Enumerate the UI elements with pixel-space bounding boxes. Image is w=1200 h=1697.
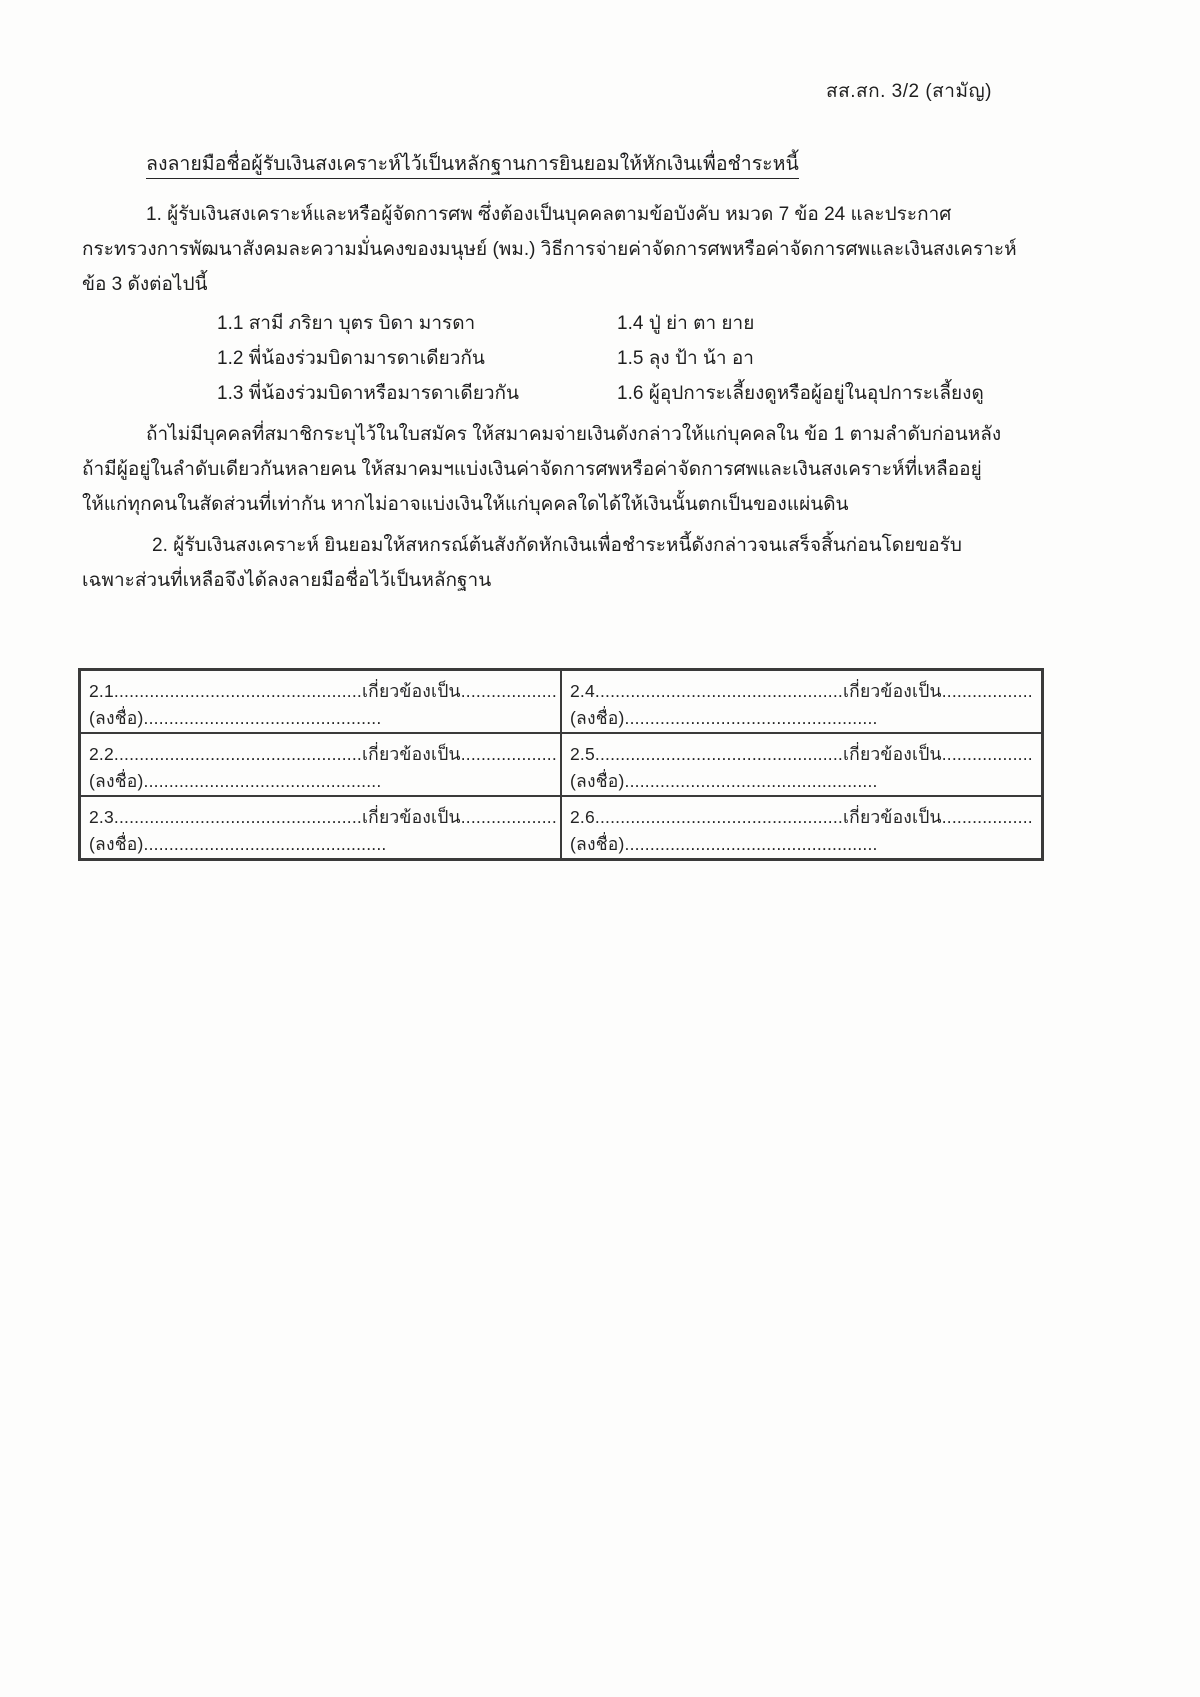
form-code: สส.สก. 3/2 (สามัญ): [826, 81, 992, 102]
page-title: [146, 148, 1122, 179]
indent-spacer: [82, 376, 217, 411]
beneficiary-item-1-2: 1.2 พี่น้องร่วมบิดามารดาเดียวกัน: [217, 348, 485, 369]
clause-2-line-2: เฉพาะส่วนที่เหลือจึงได้ลงลายมือชื่อไว้เป็นหลักฐาน: [82, 570, 492, 591]
sign-line: (ลงชื่อ)..................................................: [570, 708, 878, 728]
page-title-text: ลงลายมือชื่อผู้รับเงินสงเคราะห์ไว้เป็นหลักฐานการยินยอมให้หักเงินเพื่อชำระหนี้: [146, 153, 799, 179]
indent-spacer: [82, 306, 217, 341]
beneficiary-item-1-5: 1.5 ลุง ป้า น้า อา: [617, 348, 754, 369]
note-line-3: ให้แก่ทุกคนในสัดส่วนที่เท่ากัน หากไม่อาจแบ่งเงินให้แก่บุคคลใดได้ให้เงินนั้นตกเป็นของแผ่นดิน: [82, 494, 849, 515]
sign-line: (ลงชื่อ)..................................................: [570, 834, 878, 854]
note-line-2: ถ้ามีผู้อยู่ในลำดับเดียวกันหลายคน ให้สมาคมฯแบ่งเงินค่าจัดการศพหรือค่าจัดการศพและเงินสงเคราะห์ที่เหลืออยู่: [82, 459, 982, 480]
beneficiary-row: [82, 341, 1122, 376]
clause-1-line-3: ข้อ 3 ดังต่อไปนี้: [82, 274, 208, 295]
beneficiary-item-1-3: 1.3 พี่น้องร่วมบิดาหรือมารดาเดียวกัน: [217, 383, 520, 404]
clause-1-line-2: กระทรวงการพัฒนาสังคมละความมั่นคงของมนุษย์ (พม.) วิธีการจ่ายค่าจัดการศพหรือค่าจัดการศพและเงินสงเคราะห์: [82, 239, 1017, 260]
beneficiary-list: [82, 306, 1122, 411]
signature-cell-2-1: [80, 670, 561, 733]
sign-line: (ลงชื่อ)...............................................: [89, 771, 382, 791]
relation-line: 2.1.................................................เกี่ยวข้องเป็น...................: [89, 681, 557, 701]
clause-1: [82, 197, 1122, 302]
beneficiary-item-1-6: 1.6 ผู้อุปการะเลี้ยงดูหรือผู้อยู่ในอุปการะเลี้ยงดู: [617, 383, 984, 404]
signature-cell-2-6: [561, 796, 1042, 859]
relation-line: 2.6.................................................เกี่ยวข้องเป็น..................: [570, 807, 1033, 827]
sign-line: (ลงชื่อ)................................................: [89, 834, 387, 854]
signature-cell-2-3: [80, 796, 561, 859]
clause-2: [82, 528, 1122, 598]
beneficiary-item-1-1: 1.1 สามี ภริยา บุตร บิดา มารดา: [217, 313, 476, 334]
relation-line: 2.2.................................................เกี่ยวข้องเป็น...................: [89, 744, 557, 764]
clause-2-line-1: 2. ผู้รับเงินสงเคราะห์ ยินยอมให้สหกรณ์ต้นสังกัดหักเงินเพื่อชำระหนี้ดังกล่าวจนเสร็จสิ้นก่อนโดยขอรับ: [152, 535, 962, 556]
signature-table: [78, 668, 1044, 861]
beneficiary-row: [82, 376, 1122, 411]
signature-cell-2-2: [80, 733, 561, 796]
sign-line: (ลงชื่อ)..................................................: [570, 771, 878, 791]
signature-cell-2-5: [561, 733, 1042, 796]
relation-line: 2.4.................................................เกี่ยวข้องเป็น..................: [570, 681, 1033, 701]
relation-line: 2.5.................................................เกี่ยวข้องเป็น..................: [570, 744, 1033, 764]
clause-1-line-1: 1. ผู้รับเงินสงเคราะห์และหรือผู้จัดการศพ ซึ่งต้องเป็นบุคคลตามข้อบังคับ หมวด 7 ข้อ 24 และประกาศ: [146, 204, 952, 225]
beneficiary-row: [82, 306, 1122, 341]
indent-spacer: [82, 341, 217, 376]
relation-line: 2.3.................................................เกี่ยวข้องเป็น...................: [89, 807, 557, 827]
page-content: [82, 0, 1122, 598]
sign-line: (ลงชื่อ)...............................................: [89, 708, 382, 728]
signature-cell-2-4: [561, 670, 1042, 733]
beneficiary-item-1-4: 1.4 ปู่ ย่า ตา ยาย: [617, 313, 755, 334]
clause-1-note: [82, 417, 1122, 522]
note-line-1: ถ้าไม่มีบุคคลที่สมาชิกระบุไว้ในใบสมัคร ให้สมาคมจ่ายเงินดังกล่าวให้แก่บุคคลใน ข้อ 1 ตามลำดับก่อนหลัง: [146, 424, 1002, 445]
